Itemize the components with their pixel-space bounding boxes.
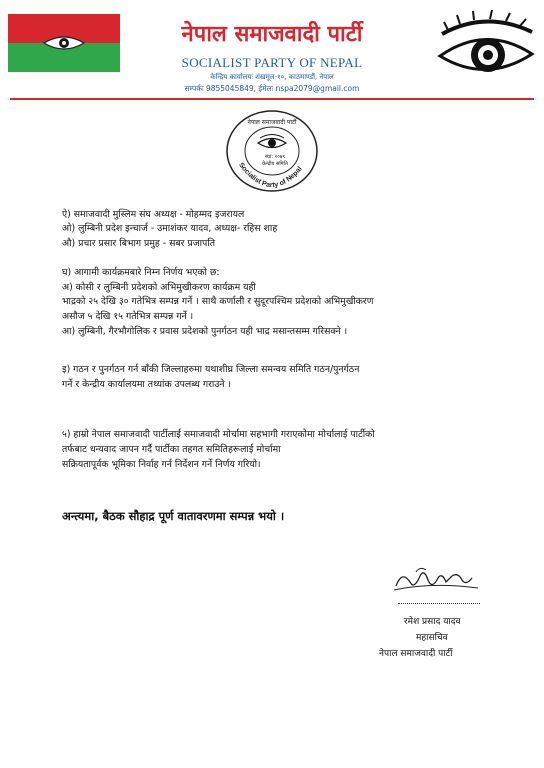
body-line-10: गर्ने र केन्द्रीय कार्यालयमा तथ्यांक उपलब्ध गराउने । [62, 379, 232, 390]
party-name-nepali: नेपाल समाजवादी पार्टी [181, 22, 363, 47]
seal-ring-english: Socialist Party of Nepal [237, 161, 304, 190]
office-address: केन्द्रिय कार्यालयः शंखमूल-१०, काठमाण्डौं, नेपाल [210, 73, 334, 81]
seal-committee: केन्द्रीय समिति [262, 161, 288, 167]
seal-established: स्था: २०७९ [264, 154, 285, 160]
body-line-12: तर्फबाट धन्यवाद जापन गर्दै पार्टीका तहगत समितिहरूलाई मोर्चामा [62, 444, 281, 455]
body-line-6: भाद्रको २५ देखि ३० गतेभित्र सम्पन्न गर्ने । साथै कर्णाली र सुदूरपश्चिम प्रदेशको अभिमुखीकरण [62, 296, 374, 307]
body-line-7: असौज ५ देखि १५ गतेभित्र सम्पन्न गर्ने । [62, 311, 194, 322]
body-line-11: ५) हाम्रो नेपाल समाजवादी पार्टीलाई समाजवादी मोर्चामा सहभागी गराएकोमा मोर्चालाई पार्टीको [62, 429, 375, 440]
signatory-title: महासचिव [416, 633, 448, 643]
eye-logo-icon [434, 10, 538, 90]
svg-text:Socialist Party of Nepal [237, 162, 304, 189]
closing-statement: अन्त्यमा, बैठक सौहाद्र पूर्ण वातावरणमा सम्पन्न भयो । [62, 509, 285, 523]
seal-ring-text [224, 108, 320, 194]
body-line-4: घ) आगामी कार्यक्रमबारे निम्न निर्णय भएको छ: [62, 267, 220, 278]
signatory-name: रमेश प्रसाद यादव [404, 617, 461, 627]
body-line-1: ऐ) समाजवादी मुस्लिम संघ अध्यक्ष - मोहम्मद इजरायल [62, 209, 245, 220]
body-line-2: ओ) लुम्बिनी प्रदेश इन्चार्ज - उमाशंकर यादव, अध्यक्ष- रहिस शाह [62, 223, 278, 234]
body-line-9: इ) गठन र पुनर्गठन गर्न बाँकी जिल्लाहरुमा यथाशीघ्र जिल्ला समन्वय समिति गठन/पुनर्गठन [62, 364, 360, 375]
body-line-3: औ) प्रचार प्रसार बिभाग प्रमुह - सबर प्रजापति [62, 238, 216, 249]
party-name-english: SOCIALIST PARTY OF NEPAL [181, 55, 363, 70]
body-line-8: आ) लुम्बिनी, गैरभौगोलिक र प्रवास प्रदेशको पुनर्गठन यही भाद्र मसान्तसम्म गरिसक्ने । [62, 326, 348, 337]
body-line-5: अ) कोसी र लुम्बिनी प्रदेशको अभिमुखीकरण कार्यक्रम यही [62, 282, 256, 293]
signatory-organization: नेपाल समाजवादी पार्टी [379, 649, 453, 659]
contact-info: सम्पर्कः 9855045849, ईमेलः nspa2079@gmail.com [184, 84, 360, 93]
signature-dotted-line [398, 603, 480, 604]
header-divider [10, 98, 534, 100]
handwritten-signature [392, 564, 482, 598]
body-line-13: सक्रियतापूर्वक भूमिका निर्वाह गर्न निर्देशन गर्ने निर्णय गरियो। [62, 459, 261, 470]
seal-ring-nepali: नेपाल समाजवादी पार्टी [247, 119, 297, 126]
